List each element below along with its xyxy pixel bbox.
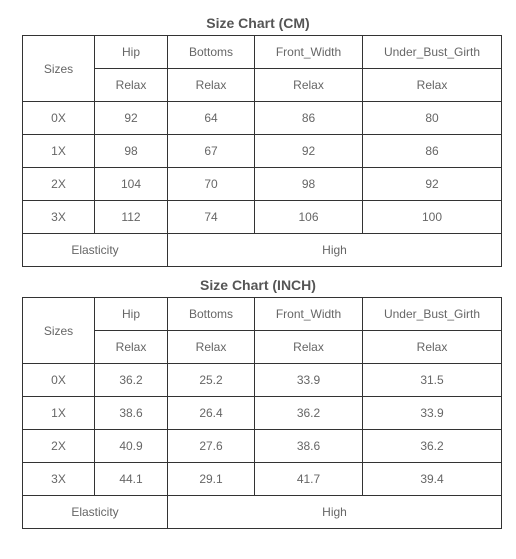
size-cell: 1X [23, 397, 95, 430]
column-header-hip: Hip [95, 298, 168, 331]
value-cell: 80 [363, 102, 502, 135]
elasticity-label: Elasticity [23, 234, 168, 267]
elasticity-row [23, 234, 502, 267]
value-cell: 92 [363, 168, 502, 201]
value-cell: 39.4 [363, 463, 502, 496]
value-cell: 100 [363, 201, 502, 234]
elasticity-row [23, 496, 502, 529]
column-header-front-width: Front_Width [255, 36, 363, 69]
value-cell: 36.2 [255, 397, 363, 430]
value-cell: 25.2 [168, 364, 255, 397]
table-header-row [23, 298, 502, 331]
subheader-cell: Relax [255, 69, 363, 102]
size-chart-cm-title: Size Chart (CM) [206, 15, 310, 31]
table-row [23, 463, 502, 496]
sizes-header: Sizes [23, 298, 95, 364]
elasticity-value: High [168, 496, 502, 529]
subheader-cell: Relax [363, 69, 502, 102]
sizes-header: Sizes [23, 36, 95, 102]
value-cell: 70 [168, 168, 255, 201]
column-header-bottoms: Bottoms [168, 36, 255, 69]
size-cell: 2X [23, 168, 95, 201]
column-header-front-width: Front_Width [255, 298, 363, 331]
subheader-cell: Relax [95, 69, 168, 102]
value-cell: 104 [95, 168, 168, 201]
value-cell: 98 [255, 168, 363, 201]
size-chart-cm-table [22, 35, 502, 267]
value-cell: 74 [168, 201, 255, 234]
value-cell: 86 [363, 135, 502, 168]
column-header-hip: Hip [95, 36, 168, 69]
table-row [23, 135, 502, 168]
value-cell: 67 [168, 135, 255, 168]
table-subheader-row [23, 69, 502, 102]
value-cell: 36.2 [363, 430, 502, 463]
value-cell: 29.1 [168, 463, 255, 496]
subheader-cell: Relax [255, 331, 363, 364]
value-cell: 31.5 [363, 364, 502, 397]
value-cell: 98 [95, 135, 168, 168]
value-cell: 40.9 [95, 430, 168, 463]
table-row [23, 364, 502, 397]
column-header-bottoms: Bottoms [168, 298, 255, 331]
table-header-row [23, 36, 502, 69]
table-row [23, 201, 502, 234]
column-header-under-bust-girth: Under_Bust_Girth [363, 36, 502, 69]
value-cell: 106 [255, 201, 363, 234]
value-cell: 92 [255, 135, 363, 168]
table-row [23, 102, 502, 135]
elasticity-value: High [168, 234, 502, 267]
table-subheader-row [23, 331, 502, 364]
table-row [23, 397, 502, 430]
value-cell: 36.2 [95, 364, 168, 397]
value-cell: 27.6 [168, 430, 255, 463]
value-cell: 38.6 [95, 397, 168, 430]
column-header-under-bust-girth: Under_Bust_Girth [363, 298, 502, 331]
size-cell: 2X [23, 430, 95, 463]
value-cell: 38.6 [255, 430, 363, 463]
value-cell: 33.9 [255, 364, 363, 397]
size-cell: 0X [23, 364, 95, 397]
subheader-cell: Relax [168, 69, 255, 102]
size-cell: 3X [23, 463, 95, 496]
value-cell: 112 [95, 201, 168, 234]
subheader-cell: Relax [363, 331, 502, 364]
size-chart-inch-title: Size Chart (INCH) [200, 277, 316, 293]
value-cell: 41.7 [255, 463, 363, 496]
subheader-cell: Relax [168, 331, 255, 364]
elasticity-label: Elasticity [23, 496, 168, 529]
value-cell: 26.4 [168, 397, 255, 430]
size-cell: 0X [23, 102, 95, 135]
subheader-cell: Relax [95, 331, 168, 364]
value-cell: 86 [255, 102, 363, 135]
value-cell: 33.9 [363, 397, 502, 430]
value-cell: 92 [95, 102, 168, 135]
value-cell: 64 [168, 102, 255, 135]
table-row [23, 430, 502, 463]
size-cell: 1X [23, 135, 95, 168]
value-cell: 44.1 [95, 463, 168, 496]
size-cell: 3X [23, 201, 95, 234]
size-chart-inch-table [22, 297, 502, 529]
table-row [23, 168, 502, 201]
